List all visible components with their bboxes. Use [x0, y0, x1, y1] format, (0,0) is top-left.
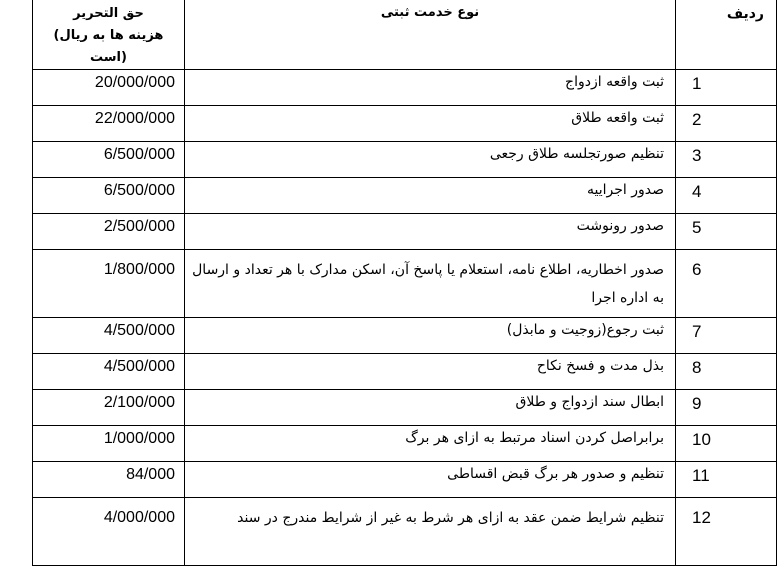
fee-cell: 22/000/000: [33, 106, 185, 142]
table-row: [33, 462, 777, 498]
service-cell: ثبت رجوع(زوجیت و مابذل): [185, 318, 676, 354]
service-cell: برابراصل کردن اسناد مرتبط به ازای هر برگ: [185, 426, 676, 462]
service-cell: تنظیم و صدور هر برگ قبض اقساطی: [185, 462, 676, 498]
table-row: [33, 70, 777, 106]
fee-cell: 20/000/000: [33, 70, 185, 106]
table-row: [33, 354, 777, 390]
index-cell: 6: [676, 250, 777, 318]
fee-cell: 4/500/000: [33, 354, 185, 390]
fee-cell: 1/000/000: [33, 426, 185, 462]
fee-cell: 4/000/000: [33, 498, 185, 566]
table-row: [33, 142, 777, 178]
fee-header-title: حق التحریر: [73, 6, 144, 21]
service-cell: صدور رونوشت: [185, 214, 676, 250]
table-row: [33, 250, 777, 318]
table-row: [33, 426, 777, 462]
fee-cell: 6/500/000: [33, 178, 185, 214]
table-header-row: [33, 0, 777, 70]
index-cell: 2: [676, 106, 777, 142]
service-cell: صدور اخطاریه، اطلاع نامه، استعلام یا پاسخ آن، اسکن مدارک با هر تعداد و ارسال به اداره اجرا: [185, 250, 676, 318]
service-cell: تنظیم شرایط ضمن عقد به ازای هر شرط به غیر از شرایط مندرج در سند: [185, 498, 676, 566]
service-cell: ثبت واقعه طلاق: [185, 106, 676, 142]
service-column-header: نوع خدمت ثبتی: [185, 0, 676, 70]
index-cell: 9: [676, 390, 777, 426]
service-cell: بذل مدت و فسخ نکاح: [185, 354, 676, 390]
index-cell: 12: [676, 498, 777, 566]
table-row: [33, 178, 777, 214]
service-cell: تنظیم صورتجلسه طلاق رجعی: [185, 142, 676, 178]
fee-cell: 6/500/000: [33, 142, 185, 178]
fee-cell: 84/000: [33, 462, 185, 498]
fee-cell: 2/500/000: [33, 214, 185, 250]
table-row: [33, 498, 777, 566]
index-cell: 11: [676, 462, 777, 498]
table-row: [33, 106, 777, 142]
table-row: [33, 318, 777, 354]
index-cell: 7: [676, 318, 777, 354]
fee-cell: 2/100/000: [33, 390, 185, 426]
index-cell: 5: [676, 214, 777, 250]
fee-header-subtitle: (هزینه ها به ریال است): [53, 28, 164, 65]
index-cell: 3: [676, 142, 777, 178]
table-row: [33, 214, 777, 250]
fee-cell: 4/500/000: [33, 318, 185, 354]
fee-column-header: [33, 0, 185, 70]
index-cell: 4: [676, 178, 777, 214]
service-cell: صدور اجراییه: [185, 178, 676, 214]
index-cell: 10: [676, 426, 777, 462]
index-cell: 1: [676, 70, 777, 106]
service-cell: ثبت واقعه ازدواج: [185, 70, 676, 106]
fee-cell: 1/800/000: [33, 250, 185, 318]
index-column-header: ردیف: [676, 0, 777, 70]
service-cell: ابطال سند ازدواج و طلاق: [185, 390, 676, 426]
table-row: [33, 390, 777, 426]
registry-fee-table: [32, 0, 777, 566]
index-cell: 8: [676, 354, 777, 390]
